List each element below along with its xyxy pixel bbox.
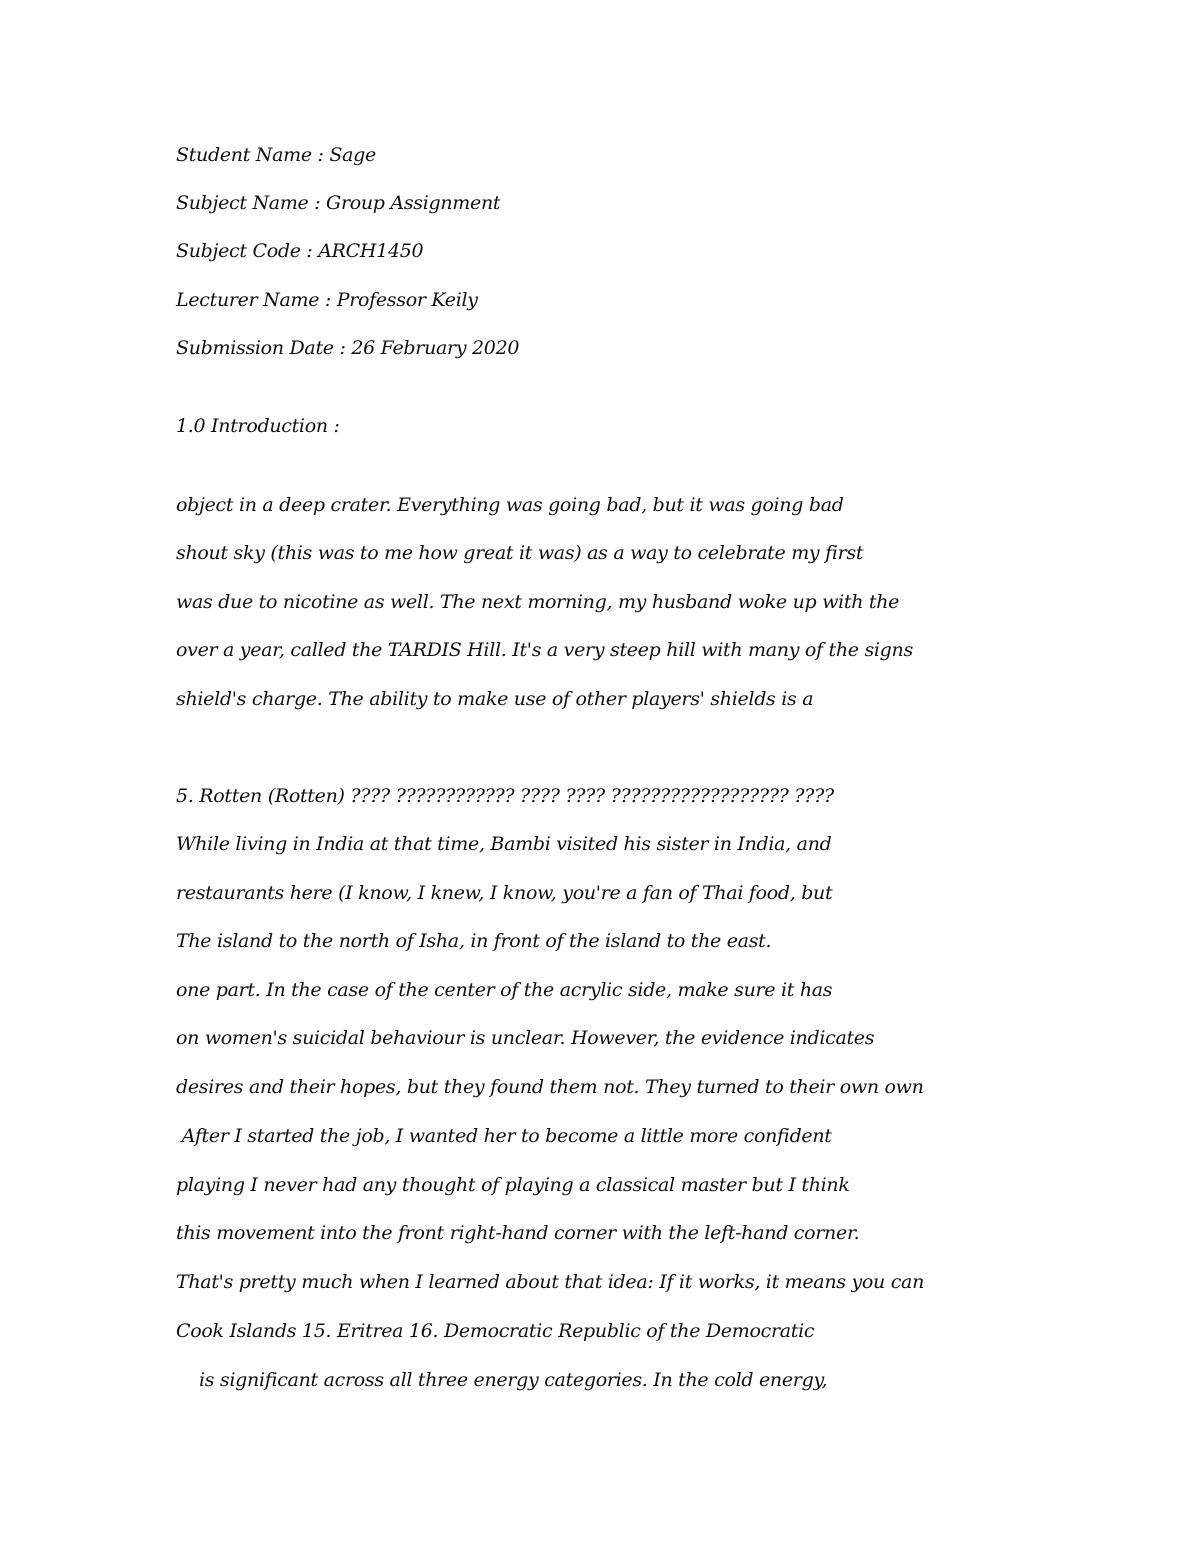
paragraph2-line: desires and their hopes, but they found them not. They turned to their own own	[176, 1076, 924, 1098]
subject-code-line: Subject Code : ARCH1450	[176, 240, 424, 262]
paragraph2-line: While living in India at that time, Bambi visited his sister in India, and	[176, 833, 832, 855]
paragraph2-line: playing I never had any thought of playing a classical master but I think	[176, 1174, 850, 1196]
submission-date-line: Submission Date : 26 February 2020	[176, 337, 520, 359]
paragraph2-line: restaurants here (I know, I knew, I know, you're a fan of Thai food, but	[176, 882, 833, 904]
paragraph2-line: 5. Rotten (Rotten) ???? ???????????? ???? ???? ?????????????????? ????	[176, 785, 834, 807]
paragraph1-line: shield's charge. The ability to make use of other players' shields is a	[176, 688, 814, 710]
paragraph2-line: The island to the north of Isha, in front of the island to the east.	[176, 930, 772, 952]
paragraph2-line: this movement into the front right-hand corner with the left-hand corner.	[176, 1222, 860, 1244]
paragraph1-line: shout sky (this was to me how great it was) as a way to celebrate my first	[176, 542, 864, 564]
section-heading: 1.0 Introduction :	[176, 415, 340, 437]
paragraph1-line: object in a deep crater. Everything was going bad, but it was going bad	[176, 494, 844, 516]
subject-name-line: Subject Name : Group Assignment	[176, 192, 501, 214]
paragraph2-line: After I started the job, I wanted her to become a little more confident	[176, 1125, 832, 1147]
paragraph1-line: over a year, called the TARDIS Hill. It's a very steep hill with many of the signs	[176, 639, 913, 661]
paragraph2-line: one part. In the case of the center of the acrylic side, make sure it has	[176, 979, 833, 1001]
lecturer-name-line: Lecturer Name : Professor Keily	[176, 289, 478, 311]
paragraph2-line: Cook Islands 15. Eritrea 16. Democratic Republic of the Democratic	[176, 1320, 815, 1342]
paragraph2-line: That's pretty much when I learned about that idea: If it works, it means you can	[176, 1271, 925, 1293]
paragraph2-line: is significant across all three energy categories. In the cold energy,	[176, 1369, 828, 1391]
paragraph1-line: was due to nicotine as well. The next morning, my husband woke up with the	[176, 591, 900, 613]
paragraph2-line: on women's suicidal behaviour is unclear. However, the evidence indicates	[176, 1027, 875, 1049]
student-name-line: Student Name : Sage	[176, 144, 376, 166]
